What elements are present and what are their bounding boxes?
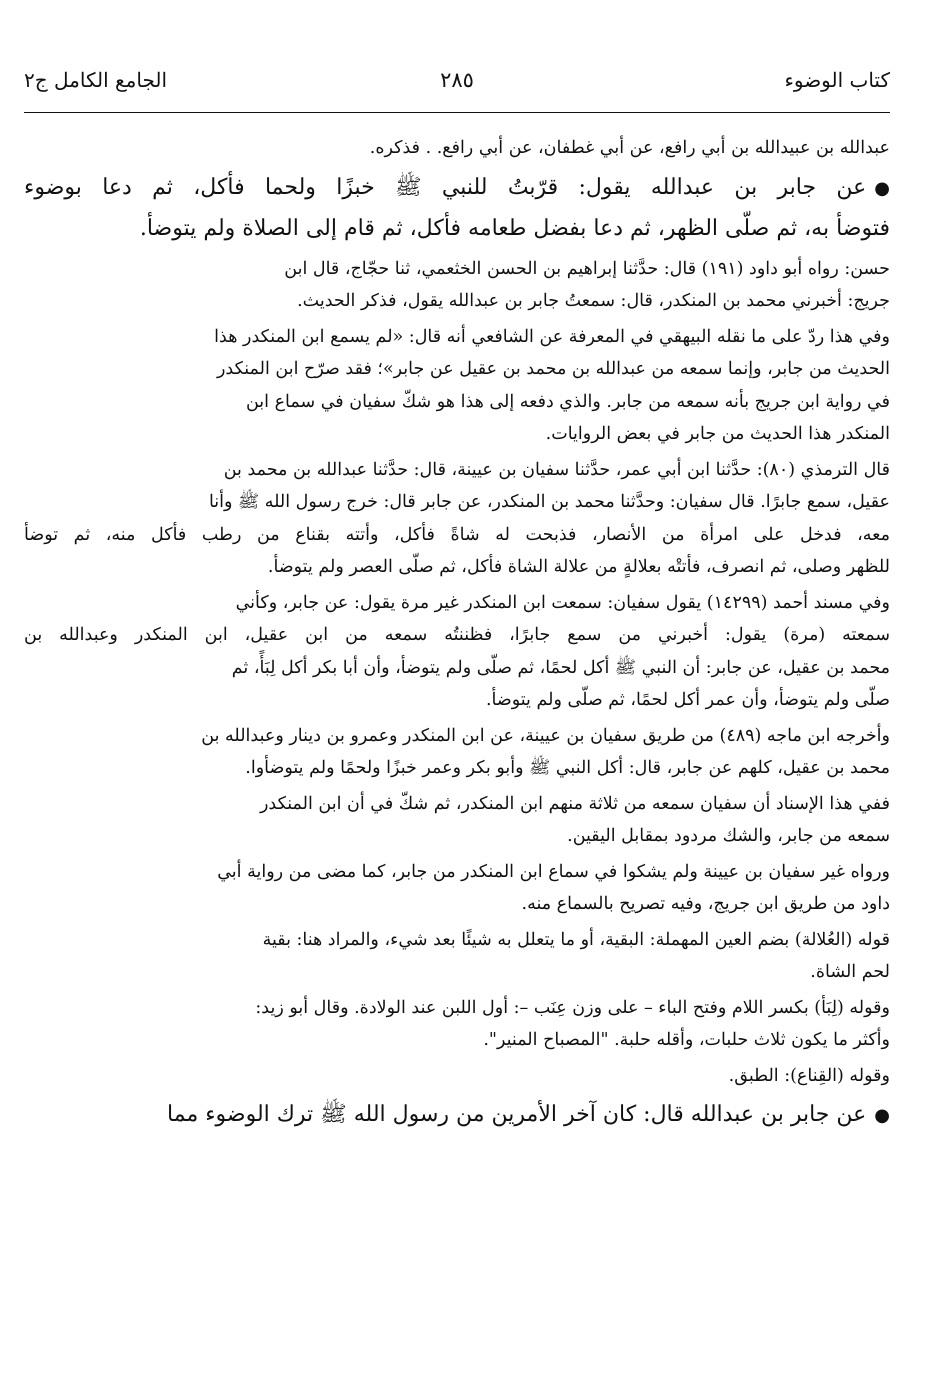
book-title: كتاب الوضوء: [784, 68, 890, 92]
line-text: عن جابر بن عبدالله يقول: قرّبتُ للنبي ﷺ خبزًا ولحما فأكل، ثم دعا بوضوء: [24, 174, 867, 200]
text-line: [24, 788, 890, 821]
commentary-paragraph: [24, 1060, 890, 1093]
line-text: محمد بن عقيل، كلهم عن جابر، قال: أكل النبي ﷺ وأبو بكر وعمر خبزًا ولحمًا ولم يتوضأوا.: [245, 758, 890, 778]
text-line: [24, 209, 890, 249]
bullet-icon: ●: [874, 177, 890, 199]
document-page: [24, 0, 890, 1377]
header-rule: [24, 112, 890, 113]
line-text: جريج: أخبرني محمد بن المنكدر، قال: سمعتُ جابر بن عبدالله يقول، فذكر الحديث.: [297, 291, 890, 311]
text-line: [24, 619, 890, 652]
text-line: [24, 285, 890, 318]
line-text: معه، فدخل على امرأة من الأنصار، فذبحت له شاةً فأكل، وأتته بقناع من رطب فأكل منه، ثم توضأ: [24, 524, 890, 545]
line-text: قال الترمذي (٨٠): حدَّثنا ابن أبي عمر، حدَّثنا سفيان بن عيينة، قال: حدَّثنا عبدالله بن محمد بن: [223, 459, 890, 480]
commentary-paragraph: [24, 132, 890, 165]
line-text: عقيل، سمع جابرًا. قال سفيان: وحدَّثنا محمد بن المنكدر، عن جابر قال: خرج رسول الله ﷺ وأنا: [208, 492, 890, 512]
line-text: وقوله (القِناع): الطبق.: [728, 1065, 890, 1086]
text-line: [24, 551, 890, 584]
text-line: [24, 684, 890, 717]
text-line: [24, 386, 890, 419]
line-text: ففي هذا الإسناد أن سفيان سمعه من ثلاثة منهم ابن المنكدر، ثم شكّ في أن ابن المنكدر: [259, 793, 890, 814]
text-line: [24, 1024, 890, 1057]
hadith-paragraph: [24, 1095, 890, 1136]
commentary-paragraph: [24, 856, 890, 921]
line-text: حسن: رواه أبو داود (١٩١) قال: حدَّثنا إبراهيم بن الحسن الخثعمي، ثنا حجّاج، قال ابن: [284, 258, 890, 279]
text-line: [24, 418, 890, 451]
commentary-paragraph: [24, 321, 890, 451]
line-text: في رواية ابن جريج بأنه سمعه من جابر. والذي دفعه إلى هذا هو شكّ سفيان في سماع ابن: [245, 391, 890, 412]
text-line: [24, 587, 890, 620]
line-text: وفي مسند أحمد (١٤٢٩٩) يقول سفيان: سمعت ابن المنكدر غير مرة يقول: عن جابر، وكأني: [235, 592, 890, 613]
line-text: وأخرجه ابن ماجه (٤٨٩) من طريق سفيان بن عيينة، عن ابن المنكدر وعمرو بن دينار وعبدالله بن: [201, 725, 890, 746]
text-line: [24, 132, 890, 165]
bullet-icon: ●: [874, 1105, 890, 1126]
text-line: [24, 652, 890, 685]
commentary-paragraph: [24, 924, 890, 989]
commentary-paragraph: [24, 720, 890, 785]
text-line: [24, 486, 890, 519]
line-text: داود من طريق ابن جريج، وفيه تصريح بالسماع منه.: [521, 894, 890, 914]
line-text: سمعته (مرة) يقول: أخبرني من سمع جابرًا، فظننتُه سمعه من ابن عقيل، ابن المنكدر وعبدالله بن: [24, 625, 890, 645]
line-text: قوله (العُلالة) بضم العين المهملة: البقية، أو ما يتعلل به شيئًا بعد شيء، والمراد هنا: بقية: [262, 929, 890, 950]
text-line: [24, 454, 890, 487]
line-text: فتوضأ به، ثم صلّى الظهر، ثم دعا بفضل طعامه فأكل، ثم قام إلى الصلاة ولم يتوضأ.: [139, 215, 890, 241]
text-line: [24, 353, 890, 386]
text-line: [24, 924, 890, 957]
text-line: [24, 888, 890, 921]
line-text: سمعه من جابر، والشك مردود بمقابل اليقين.: [567, 826, 890, 846]
text-line: [24, 992, 890, 1025]
line-text: وفي هذا ردّ على ما نقله البيهقي في المعرفة عن الشافعي أنه قال: «لم يسمع ابن المنكدر هذا: [214, 326, 890, 347]
line-text: ورواه غير سفيان بن عيينة ولم يشكوا في سماع ابن المنكدر من جابر، كما مضى من رواية أبي: [217, 861, 890, 882]
line-text: وأكثر ما يكون ثلاث حلبات، وأقله حلبة. "المصباح المنير".: [483, 1030, 890, 1050]
text-line: [24, 519, 890, 552]
line-text: للظهر وصلى، ثم انصرف، فأتتْه بعلالةٍ من علالة الشاة فأكل، ثم صلّى العصر ولم يتوضأ.: [267, 557, 890, 577]
text-line: [24, 820, 890, 853]
hadith-paragraph: [24, 168, 890, 249]
line-text: المنكدر هذا الحديث من جابر في بعض الروايات.: [545, 424, 890, 444]
line-text: صلّى ولم يتوضأ، وأن عمر أكل لحمًا، ثم صلّى ولم يتوضأ.: [485, 690, 890, 710]
line-text: محمد بن عقيل، عن جابر: أن النبي ﷺ أكل لحمًا، ثم صلّى ولم يتوضأ، وأن أبا بكر أكل لِبَأً، ثم: [231, 657, 890, 678]
text-line: [24, 720, 890, 753]
line-text: لحم الشاة.: [810, 962, 890, 982]
text-line: [24, 1060, 890, 1093]
commentary-paragraph: [24, 253, 890, 318]
commentary-paragraph: [24, 992, 890, 1057]
commentary-paragraph: [24, 587, 890, 717]
line-text: عبدالله بن عبيدالله بن أبي رافع، عن أبي غطفان، عن أبي رافع. . فذكره.: [369, 138, 890, 158]
commentary-paragraph: [24, 788, 890, 853]
page-body: [24, 132, 890, 1140]
text-line: [24, 168, 890, 209]
page-header: [24, 62, 890, 102]
text-line: [24, 856, 890, 889]
page-number: ٢٨٥: [440, 68, 474, 92]
text-line: [24, 253, 890, 286]
text-line: [24, 956, 890, 989]
text-line: [24, 752, 890, 785]
text-line: [24, 321, 890, 354]
commentary-paragraph: [24, 454, 890, 584]
text-line: [24, 1095, 890, 1136]
line-text: عن جابر بن عبدالله قال: كان آخر الأمرين من رسول الله ﷺ ترك الوضوء مما: [167, 1102, 867, 1127]
collection-title: الجامع الكامل ج٢: [24, 68, 168, 92]
line-text: وقوله (لِبَأ) بكسر اللام وفتح الباء – على وزن عِنَب –: أول اللبن عند الولادة. وقال أبو زيد:: [255, 997, 890, 1018]
line-text: الحديث من جابر، وإنما سمعه من عبدالله بن محمد بن عقيل عن جابر»؛ فقد صرّح ابن المنكدر: [216, 359, 890, 379]
